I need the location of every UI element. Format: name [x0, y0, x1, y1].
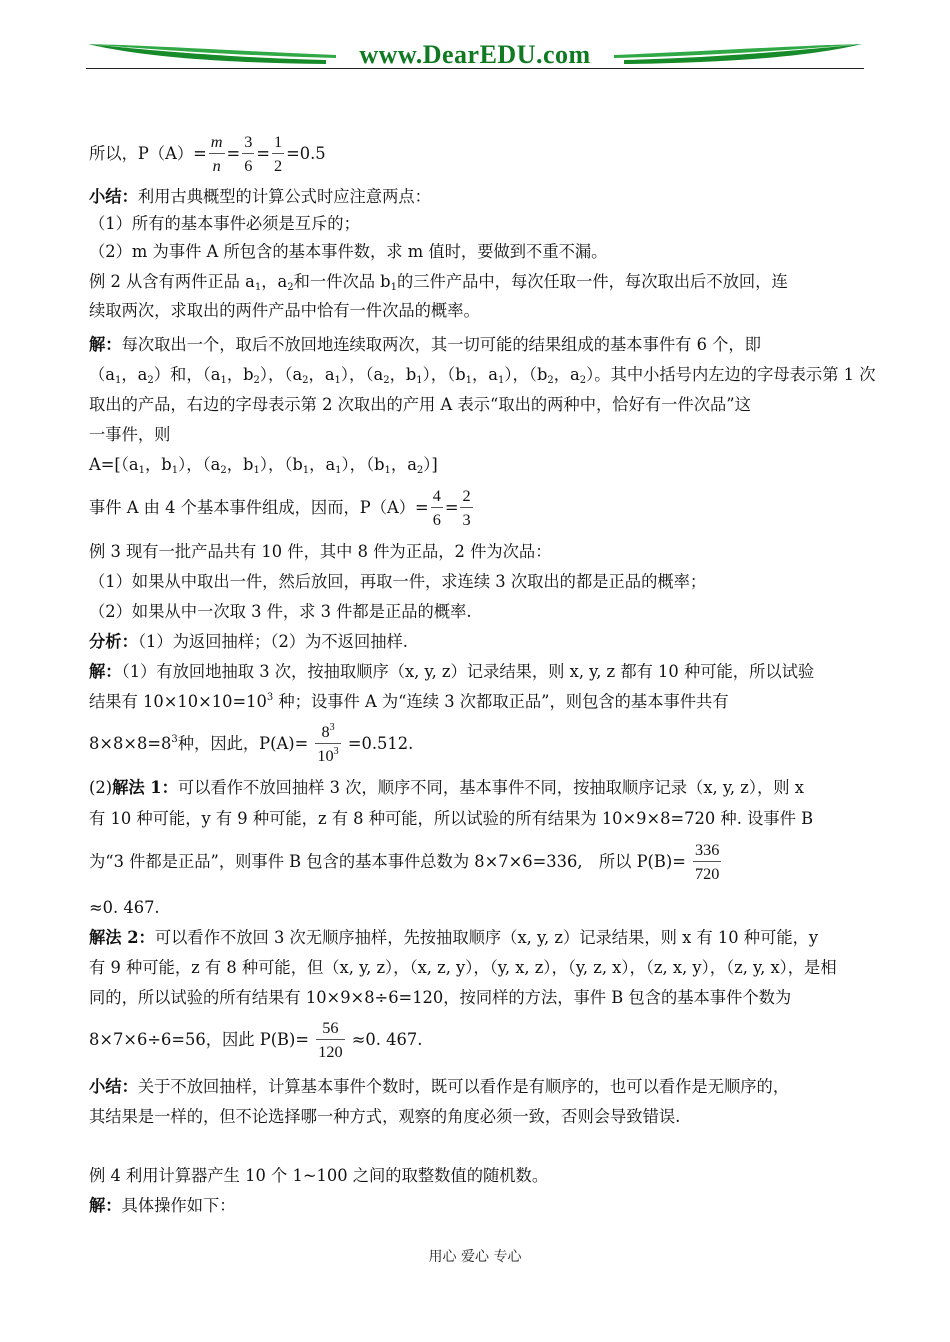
site-logo-text: www.DearEDU.com: [359, 40, 591, 69]
example-2-line-1: 例 2 从含有两件正品 $a_1$，$a_2$和一件次品 $b_1$的三件产品中，每次任取一件，每次取出后不放回，连: [89, 272, 788, 293]
example-3-line-3: （2）如果从中一次取 3 件，求 3 件都是正品的概率.: [89, 602, 472, 621]
summary-2-line-2: 其结果是一样的，但不论选择哪一种方式，观察的角度必须一致，否则会导致错误.: [89, 1107, 681, 1126]
method-1-line-1: (2)解法 1：可以看作不放回抽样 3 次，顺序不同，基本事件不同，按抽取顺序记录（x, y, z），则 x: [89, 778, 804, 797]
method-2-line-4: 8×7×6÷6=56，因此 P(B)= $\frac{56}{120}$ ≈0. 467.: [89, 1018, 423, 1062]
fraction-56-120: $\frac{56}{120}$: [318, 1018, 343, 1062]
fraction-336-720: $\frac{336}{720}$: [695, 840, 720, 884]
example-2-line-2: 续取两次，求取出的两件产品中恰有一件次品的概率。: [89, 301, 480, 320]
solution-line-1: 解：每次取出一个，取后不放回地连续取两次，其一切可能的结果组成的基本事件有 6 个，即: [89, 335, 761, 354]
solution-3-line-3: $8\times 8\times 8=8^3$种，因此，P(A)= $\frac{8^3}{10^3}$ =0.512.: [89, 722, 414, 766]
fraction-3-6: $\frac{3}{6}$: [244, 132, 253, 176]
example-4-line: 例 4 利用计算器产生 10 个 1~100 之间的取整数值的随机数。: [89, 1166, 549, 1185]
event-set-line: $A=[(a_1$，$b_1$），（$a_2$，$b_1$），（$b_1$，$a_1$），（$b_1$，$a_2$）]: [89, 455, 438, 476]
probability-line-A: 事件 A 由 4 个基本事件组成，因而，P（A）= $\frac{4}{6}$ = $\frac{2}{3}$: [89, 486, 471, 530]
example-4-solution: 解：具体操作如下：: [89, 1196, 236, 1215]
example-3-line-2: （1）如果从中取出一件，然后放回，再取一件，求连续 3 次取出的都是正品的概率；: [89, 572, 707, 591]
method-2-line-3: 同的，所以试验的所有结果有 10×9×8÷6=120，按同样的方法，事件 B 包含的基本事件个数为: [89, 988, 792, 1007]
fraction-4-6: $\frac{4}{6}$: [432, 486, 441, 530]
method-2-line-2: 有 9 种可能，z 有 8 种可能，但（x, y, z），（x, z, y），（y, x, z），（y, z, x），（z, x, y），（z, y, x），是相: [89, 958, 837, 977]
example-3-line-1: 例 3 现有一批产品共有 10 件，其中 8 件为正品，2 件为次品：: [89, 542, 552, 561]
analysis-line: 分析：（1）为返回抽样；（2）为不返回抽样.: [89, 632, 408, 651]
header-banner: [86, 36, 864, 76]
solution-line-3: 取出的产品，右边的字母表示第 2 次取出的产用 A 表示“取出的两种中，恰好有一件次品”这: [89, 395, 751, 414]
page-footer: 用心 爱心 专心: [428, 1249, 522, 1265]
text-line-1: 所以，P（A）= $\frac{m}{n}$ = $\frac{3}{6}$ = $\frac{1}{2}$ =0.5: [89, 132, 326, 176]
method-1-line-3: 为“3 件都是正品”，则事件 B 包含的基本事件总数为 8×7×6=336, 所以 P(B)= $\frac{336}{720}$: [89, 840, 720, 884]
solution-3-line-2: 结果有 $10\times 10\times 10=10^3$ 种；设事件 A 为“连续 3 次都取正品”，则包含的基本事件共有: [89, 692, 729, 711]
summary-2-line-1: 小结：关于不放回抽样，计算基本事件个数时，既可以看作是有顺序的，也可以看作是无顺序的，: [89, 1077, 790, 1096]
text-line-4: （2）m 为事件 A 所包含的基本事件数，求 m 值时，要做到不重不漏。: [89, 242, 608, 261]
fraction-1-2: $\frac{1}{2}$: [273, 132, 283, 176]
text-line-3: （1）所有的基本事件必须是互斥的；: [89, 214, 360, 233]
header-rule: [86, 68, 864, 69]
method-1-line-2: 有 10 种可能，y 有 9 种可能，z 有 8 种可能，所以试验的所有结果为 10×9×8=720 种. 设事件 B: [89, 809, 814, 828]
fraction-8cubed-10cubed: $\frac{8^3}{10^3}$: [317, 722, 339, 766]
summary-heading: 小结：利用古典概型的计算公式时应注意两点：: [89, 187, 431, 206]
fraction-2-3: $\frac{2}{3}$: [462, 486, 471, 530]
fraction-m-n: $\frac{m}{n}$: [210, 132, 223, 176]
method-1-line-4: ≈0. 467.: [89, 898, 160, 917]
method-2-line-1: 解法 2：可以看作不放回 3 次无顺序抽样，先按抽取顺序（x, y, z）记录结果，则 x 有 10 种可能，y: [89, 928, 819, 947]
solution-line-2: （$a_1$，$a_2$）和，（$a_1$，$b_2$），（$a_2$，$a_1$），（$a_2$，$b_1$），（$b_1$，$a_1$），（$b_2$，$a_2$）。其中小括号内左边的字母表示第 1 次: [89, 365, 876, 386]
solution-3-line-1: 解：（1）有放回地抽取 3 次，按抽取顺序（x, y, z）记录结果，则 x, y, z 都有 10 种可能，所以试验: [89, 662, 815, 681]
solution-line-4: 一事件，则: [89, 425, 171, 444]
